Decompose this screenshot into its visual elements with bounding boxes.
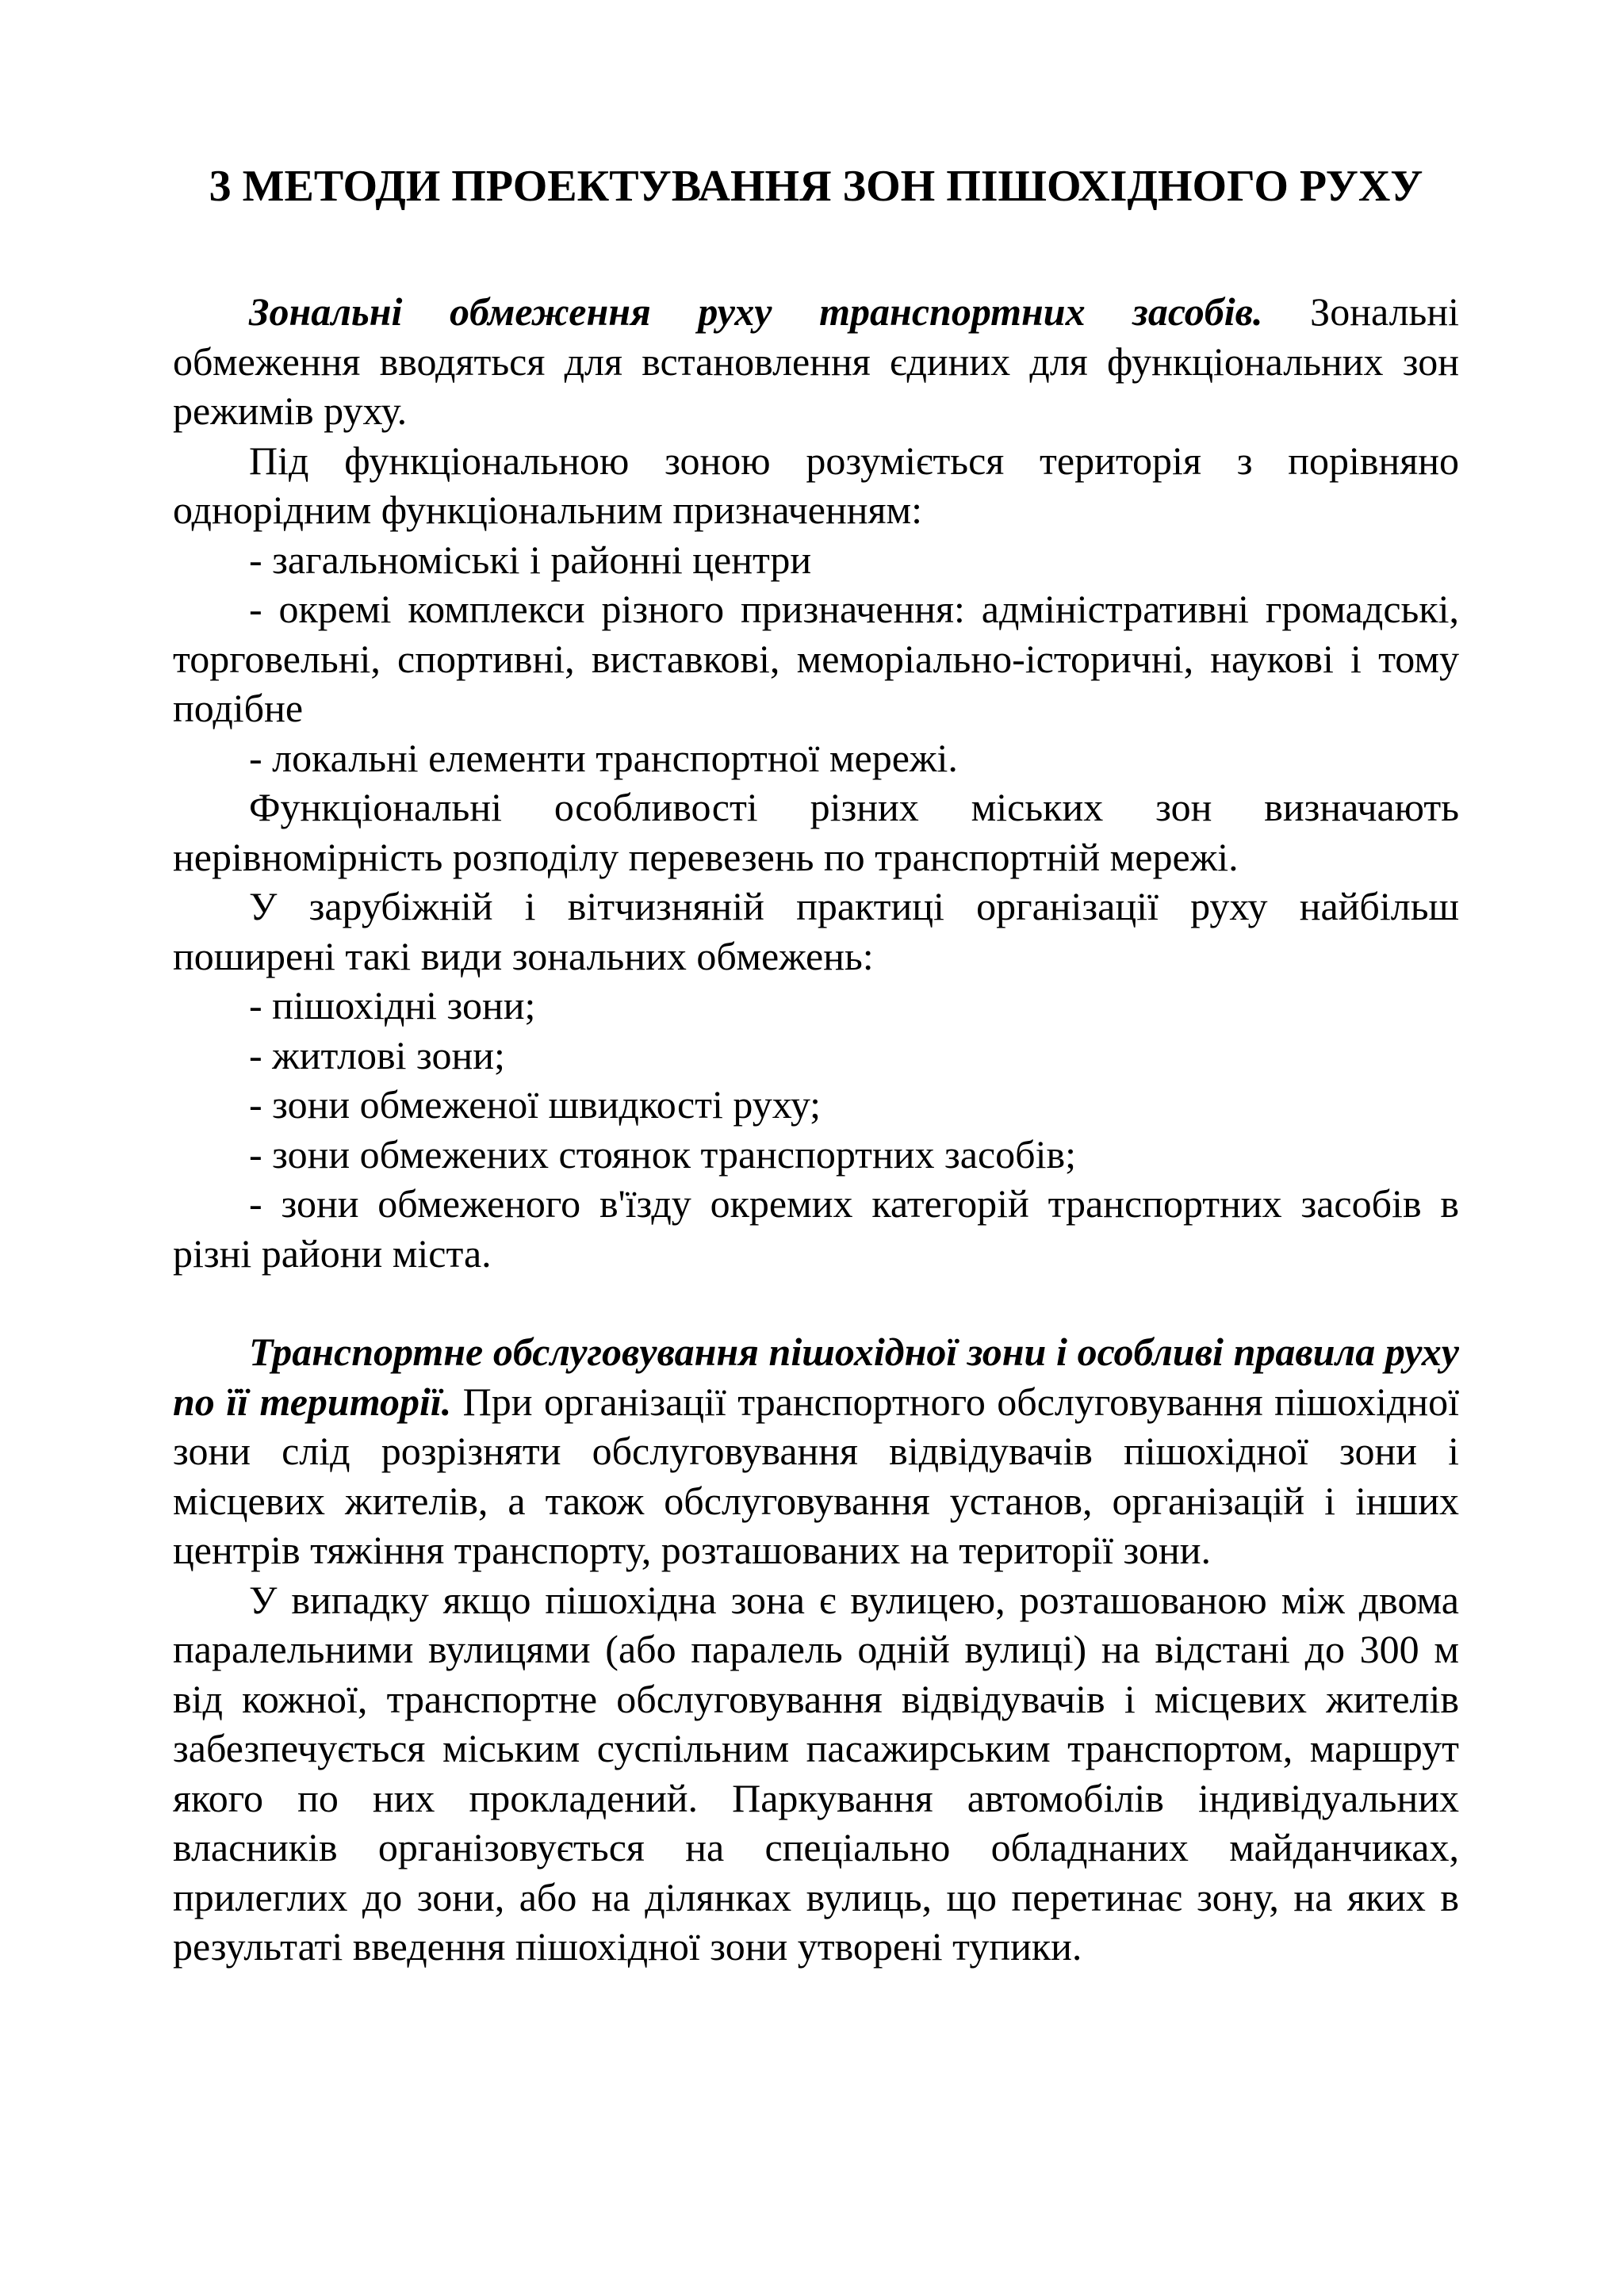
practice-paragraph: У зарубіжній і вітчизняній практиці організації руху найбільш поширені такі види зональних обмежень: <box>173 884 1459 978</box>
zone-list-item: - окремі комплекси різного призначення: адміністративні громадські, торговельні, спортивні, виставкові, меморіально-історичні, наукові і тому подібне <box>173 587 1459 730</box>
zone-list-item: - загальноміські і районні центри <box>249 537 812 582</box>
section-1-heading: Зональні обмеження руху транспортних засобів. <box>249 289 1263 334</box>
section-2-intro-text: При організації транспортного обслуговування пішохідної зони слід розрізняти обслуговування відвідувачів пішохідної зони і місцевих жителів, а також обслуговування установ, організацій і інших центрів тяжіння транспорту, розташованих на території зони. <box>173 1379 1460 1572</box>
zone-list-item: - локальні елементи транспортної мережі. <box>249 735 958 780</box>
restriction-list-item: - зони обмеженої швидкості руху; <box>249 1082 822 1127</box>
functional-zone-definition: Під функціональною зоною розуміється територія з порівняно однорідним функціональним призначенням: <box>173 438 1459 532</box>
restriction-list-item: - житлові зони; <box>249 1032 505 1077</box>
restriction-list-item: - пішохідні зони; <box>249 983 536 1027</box>
pedestrian-street-case-paragraph: У випадку якщо пішохідна зона є вулицею, розташованою між двома паралельними вулицями (або паралель одній вулиці) на відстані до 300 м від кожної, транспортне обслуговування відвідувачів і місцевих жителів забезпечується міським суспільним пасажирським транспортом, маршрут якого по них прокладений. Паркування автомобілів індивідуальних власників організовується на спеціально обладнаних майданчиках, прилеглих до зони, або на ділянках вулиць, що перетинає зону, на яких в результаті введення пішохідної зони утворені тупики. <box>173 1577 1459 1969</box>
section-2-intro-paragraph <box>173 1327 1459 1575</box>
body-text <box>173 287 1459 1972</box>
page-content <box>173 155 1459 1972</box>
restriction-list-item: - зони обмеженого в'їзду окремих категорій транспортних засобів в різні райони міста. <box>173 1181 1459 1276</box>
section-2-heading: Транспортне обслуговування пішохідної зони і особливі правила руху по її території. <box>173 1330 1459 1424</box>
section-spacer <box>173 1278 1459 1327</box>
section-1-intro-paragraph <box>173 287 1459 436</box>
page-title: 3 МЕТОДИ ПРОЕКТУВАННЯ ЗОН ПІШОХІДНОГО РУХУ <box>209 162 1423 211</box>
restriction-list-item: - зони обмежених стоянок транспортних засобів; <box>249 1131 1077 1177</box>
section-1-intro-text: Зональні обмеження вводяться для встановлення єдиних для функціональних зон режимів руху. <box>173 289 1459 433</box>
zone-features-paragraph: Функціональні особливості різних міських зон визначають нерівномірність розподілу перевезень по транспортній мережі. <box>173 785 1459 879</box>
